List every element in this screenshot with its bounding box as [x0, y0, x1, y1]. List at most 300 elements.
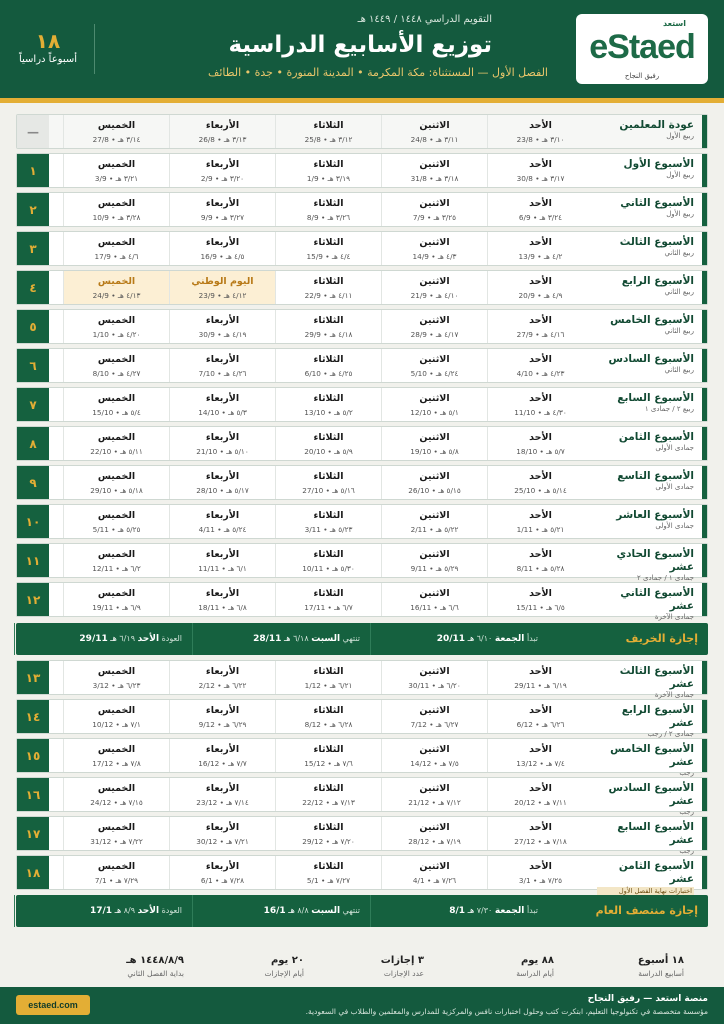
day-name: اليوم الوطني — [191, 276, 254, 287]
date-separator: هـ • — [535, 408, 553, 417]
gregorian-date: 18/11 — [198, 603, 220, 612]
day-cell — [63, 388, 169, 421]
day-cell — [487, 661, 593, 694]
day-name: الاثنين — [419, 666, 450, 677]
day-name: الثلاثاء — [313, 393, 344, 404]
day-name: الأربعاء — [205, 744, 240, 755]
day-date — [276, 329, 381, 340]
day-name: الأربعاء — [205, 393, 240, 404]
week-month: جمادى ٢ / رجب — [647, 730, 694, 738]
gregorian-date: 31/12 — [90, 837, 112, 846]
gregorian-date: 30/11 — [408, 681, 430, 690]
day-name: الخميس — [97, 276, 136, 287]
hijri-date: ٦/٢٧ — [444, 720, 459, 729]
day-name: الخميس — [97, 588, 136, 599]
date-separator: هـ • — [214, 525, 233, 534]
gregorian-date: 24/9 — [92, 291, 109, 300]
day-cell — [381, 700, 487, 733]
date-separator: هـ • — [219, 603, 237, 612]
gregorian-date: 2/12 — [198, 681, 215, 690]
gregorian-date: 5/1 — [306, 876, 319, 885]
gregorian-date: 7/9 — [412, 213, 425, 222]
week-note: اختبارات نهاية الفصل الأول — [597, 887, 694, 896]
day-cell — [275, 856, 381, 889]
summary-value: ٣ إجازات — [380, 955, 424, 966]
week-row — [16, 231, 708, 266]
day-name: الخميس — [97, 705, 136, 716]
logo-tagline: رفيق النجاح — [624, 72, 660, 80]
weeks-count-label: أسبوعاً دراسياً — [18, 54, 78, 65]
week-number: ٦ — [17, 349, 49, 382]
day-date — [488, 407, 593, 418]
hijri-date: ٤/٤ — [340, 252, 351, 261]
hijri-date: ٦/٩ — [130, 603, 141, 612]
day-cell — [275, 739, 381, 772]
day-date — [170, 485, 275, 496]
break-start-gregorian: 20/11 — [436, 634, 466, 644]
gregorian-date: 10/9 — [92, 213, 109, 222]
week-name: الأسبوع الحادي عشر — [616, 548, 694, 573]
break-start-hijri: ٧/٣٠ — [476, 906, 493, 915]
day-name: الأحد — [529, 666, 552, 677]
day-name: الخميس — [97, 354, 136, 365]
hijri-date: ٦/٢٦ — [550, 720, 565, 729]
date-separator: هـ • — [429, 798, 447, 807]
hijri-date: ٦/٥ — [554, 603, 565, 612]
week-row — [16, 816, 708, 855]
date-separator: هـ • — [426, 525, 445, 534]
date-separator: هـ • — [212, 174, 230, 183]
hijri-date: ٣/٢٥ — [441, 213, 457, 222]
gregorian-date: 5/10 — [410, 369, 427, 378]
day-date — [382, 680, 487, 691]
day-name: الثلاثاء — [313, 432, 344, 443]
day-cell — [63, 154, 169, 187]
hijri-date: ٤/٣ — [446, 252, 457, 261]
day-name: الثلاثاء — [313, 315, 344, 326]
day-cell — [381, 388, 487, 421]
hijri-date: ٥/٣ — [236, 408, 247, 417]
header — [0, 0, 724, 98]
day-cell — [169, 232, 275, 265]
day-date — [488, 485, 593, 496]
day-name: الأربعاء — [205, 159, 240, 170]
day-cell — [63, 193, 169, 226]
day-date — [64, 251, 169, 262]
summary-value: ٢٠ يوم — [270, 955, 304, 966]
date-separator: هـ • — [426, 369, 445, 378]
day-name: الأربعاء — [205, 354, 240, 365]
gregorian-date: 30/8 — [516, 174, 533, 183]
date-separator: هـ • — [424, 876, 442, 885]
day-name: الأحد — [529, 393, 552, 404]
hijri-date: ٦/٧ — [342, 603, 353, 612]
day-cell — [381, 466, 487, 499]
day-date — [488, 368, 593, 379]
day-name: الثلاثاء — [313, 159, 344, 170]
day-date — [382, 836, 487, 847]
hijri-date: ٥/٢٣ — [338, 525, 353, 534]
week-month: جمادى الآخرة — [654, 613, 694, 621]
gregorian-date: 8/9 — [306, 213, 319, 222]
day-cell — [63, 856, 169, 889]
day-date — [382, 134, 487, 145]
day-date — [170, 446, 275, 457]
gregorian-date: 30/9 — [198, 330, 215, 339]
day-date — [170, 290, 275, 301]
day-cell — [63, 466, 169, 499]
day-name: الثلاثاء — [313, 237, 344, 248]
day-name: الأحد — [529, 783, 552, 794]
day-name: الخميس — [97, 198, 136, 209]
date-separator: هـ • — [530, 876, 548, 885]
day-name: الاثنين — [419, 588, 450, 599]
gregorian-date: 17/9 — [94, 252, 111, 261]
date-separator: هـ • — [214, 330, 233, 339]
week-month: جمادى الأولى — [655, 483, 694, 491]
day-name: الخميس — [97, 510, 136, 521]
day-name: الثلاثاء — [313, 120, 344, 131]
date-separator: هـ • — [320, 525, 339, 534]
day-name: الأربعاء — [205, 588, 240, 599]
break-return-hijri: ٨/٩ — [123, 906, 136, 915]
date-separator: هـ • — [323, 837, 341, 846]
day-date — [488, 251, 593, 262]
gregorian-date: 12/11 — [92, 564, 114, 573]
hijri-date: ٥/٢٥ — [126, 525, 141, 534]
day-name: الأحد — [529, 120, 552, 131]
logo[interactable] — [576, 14, 708, 84]
week-number: ١ — [17, 154, 49, 187]
day-date — [64, 563, 169, 574]
day-name: الأربعاء — [205, 861, 240, 872]
day-date — [276, 836, 381, 847]
day-name: الاثنين — [419, 744, 450, 755]
day-date — [382, 875, 487, 886]
hijri-date: ٥/٤ — [130, 408, 141, 417]
day-name: الخميس — [97, 744, 136, 755]
day-date — [382, 446, 487, 457]
day-cell — [381, 505, 487, 538]
day-cell — [275, 544, 381, 577]
gregorian-date: 18/10 — [516, 447, 538, 456]
break-end-gregorian: 28/11 — [253, 634, 282, 644]
day-date — [382, 524, 487, 535]
website-link[interactable]: estaed.com — [16, 995, 90, 1015]
day-cell — [487, 505, 593, 538]
week-name: عودة المعلمين — [619, 119, 694, 131]
break-start-cell — [370, 895, 548, 927]
day-date — [64, 212, 169, 223]
day-name: الأربعاء — [205, 822, 240, 833]
date-separator: هـ • — [532, 564, 551, 573]
day-date — [488, 836, 593, 847]
gregorian-date: 26/8 — [198, 135, 215, 144]
date-separator: هـ • — [113, 720, 131, 729]
day-date — [488, 524, 593, 535]
day-date — [382, 758, 487, 769]
week-label — [593, 271, 707, 304]
date-separator: هـ • — [212, 213, 230, 222]
date-separator: هـ • — [532, 174, 551, 183]
week-label — [593, 115, 707, 148]
hijri-date: ٦/٢٠ — [446, 681, 461, 690]
day-name: الأحد — [529, 588, 552, 599]
day-date — [276, 875, 381, 886]
day-cell — [275, 817, 381, 850]
gregorian-date: 27/9 — [516, 330, 533, 339]
day-cell — [275, 154, 381, 187]
week-name: الأسبوع الخامس — [610, 314, 694, 326]
day-cell — [275, 193, 381, 226]
day-name: الأحد — [529, 354, 552, 365]
week-number: ١٣ — [17, 661, 49, 694]
break-start-hijri: ٦/١٠ — [476, 634, 493, 643]
day-name: الأربعاء — [205, 198, 240, 209]
day-name: الأحد — [529, 432, 552, 443]
day-name: الاثنين — [419, 354, 450, 365]
day-cell — [487, 388, 593, 421]
day-name: الخميس — [97, 471, 136, 482]
gregorian-date: 2/9 — [200, 174, 213, 183]
gregorian-date: 27/8 — [92, 135, 109, 144]
hijri-date: ٧/٥ — [448, 759, 459, 768]
day-cell — [381, 427, 487, 460]
day-cell — [63, 349, 169, 382]
week-label — [593, 817, 707, 855]
gregorian-date: 29/9 — [304, 330, 321, 339]
day-date — [64, 680, 169, 691]
week-row — [16, 504, 708, 539]
hijri-date: ٣/١٠ — [550, 135, 565, 144]
academic-calendar-label: التقويم الدراسي ١٤٤٨ / ١٤٤٩ هـ — [357, 14, 492, 25]
day-cell — [275, 115, 381, 148]
hijri-date: ٧/٢٨ — [229, 876, 245, 885]
hijri-date: ٥/٢٤ — [232, 525, 247, 534]
date-separator: هـ • — [426, 330, 445, 339]
summary-value: ١٤٤٨/٨/٩ هـ — [126, 955, 184, 966]
date-separator: هـ • — [111, 837, 129, 846]
summary-bar — [0, 945, 724, 985]
day-cell — [63, 427, 169, 460]
day-cell — [275, 388, 381, 421]
hijri-date: ٥/١٧ — [234, 486, 249, 495]
week-row — [16, 387, 708, 422]
day-name: الأحد — [529, 861, 552, 872]
day-cell — [487, 154, 593, 187]
holiday-day-cell — [63, 271, 169, 304]
gregorian-date: 4/10 — [516, 369, 533, 378]
day-cell — [63, 505, 169, 538]
gregorian-date: 15/12 — [304, 759, 326, 768]
hijri-date: ٥/٢ — [342, 408, 353, 417]
date-separator: هـ • — [217, 447, 235, 456]
hijri-date: ٤/١٠ — [444, 291, 459, 300]
hijri-date: ٦/٢٩ — [232, 720, 247, 729]
day-cell — [169, 505, 275, 538]
day-cell — [63, 544, 169, 577]
day-name: الثلاثاء — [313, 861, 344, 872]
week-number: ٥ — [17, 310, 49, 343]
day-cell — [169, 388, 275, 421]
day-date — [276, 251, 381, 262]
date-separator: هـ • — [212, 876, 230, 885]
hijri-date: ٥/٢٨ — [550, 564, 565, 573]
date-separator: هـ • — [217, 837, 235, 846]
date-separator: هـ • — [532, 330, 551, 339]
week-label — [593, 583, 707, 621]
day-cell — [169, 856, 275, 889]
day-cell — [487, 778, 593, 811]
page-subtitle: الفصل الأول — المستثناة: مكة المكرمة • المدينة المنورة • جدة • الطائف — [207, 66, 548, 79]
day-cell — [487, 856, 593, 889]
day-date — [170, 212, 275, 223]
week-label — [593, 466, 707, 499]
gregorian-date: 26/10 — [408, 486, 430, 495]
week-label — [593, 778, 707, 816]
gregorian-date: 10/11 — [302, 564, 324, 573]
weeks-count-value: ١٨ — [35, 29, 61, 53]
break-end-hijri: ٦/١٨ — [293, 634, 309, 643]
break-return-gregorian: 29/11 — [79, 634, 108, 644]
day-cell — [169, 310, 275, 343]
week-row — [16, 855, 708, 895]
week-month: ربيع ٢ / جمادى ١ — [644, 405, 694, 413]
date-separator: هـ • — [214, 291, 233, 300]
date-separator: هـ • — [530, 213, 548, 222]
holiday-break-row — [16, 623, 708, 655]
date-separator: هـ • — [219, 564, 237, 573]
date-separator: هـ • — [113, 759, 131, 768]
hijri-date: ٤/١٨ — [338, 330, 353, 339]
date-separator: هـ • — [537, 603, 555, 612]
gregorian-date: 29/12 — [302, 837, 324, 846]
hijri-date: ٧/٦ — [342, 759, 353, 768]
break-return-cell — [14, 623, 192, 655]
day-name: الأحد — [529, 471, 552, 482]
week-name: الأسبوع السادس — [608, 353, 694, 365]
footer — [0, 987, 724, 1024]
week-month: رجب — [679, 769, 694, 777]
gregorian-date: 22/9 — [304, 291, 321, 300]
gregorian-date: 6/1 — [200, 876, 213, 885]
date-separator: هـ • — [535, 681, 553, 690]
hijri-date: ٦/١٩ — [552, 681, 567, 690]
day-name: الأربعاء — [205, 783, 240, 794]
day-cell — [275, 700, 381, 733]
day-name: الخميس — [97, 822, 136, 833]
date-separator: هـ • — [320, 369, 339, 378]
gregorian-date: 24/8 — [410, 135, 427, 144]
day-date — [64, 758, 169, 769]
gregorian-date: 25/8 — [304, 135, 321, 144]
gregorian-date: 22/12 — [302, 798, 324, 807]
hijri-date: ٧/١١ — [552, 798, 567, 807]
gregorian-date: 22/10 — [90, 447, 112, 456]
date-separator: هـ • — [323, 798, 341, 807]
hijri-date: ٤/٢٣ — [550, 369, 565, 378]
summary-stat — [24, 955, 184, 978]
hijri-date: ٤/٢٧ — [126, 369, 141, 378]
day-name: الأحد — [529, 276, 552, 287]
date-separator: هـ • — [106, 876, 124, 885]
day-name: الخميس — [97, 861, 136, 872]
hijri-date: ٥/٩ — [342, 447, 353, 456]
hijri-date: ٧/٢٥ — [547, 876, 563, 885]
break-end-cell — [192, 895, 370, 927]
day-cell — [275, 232, 381, 265]
week-label — [593, 544, 707, 582]
day-date — [64, 719, 169, 730]
day-date — [382, 251, 487, 262]
day-date — [64, 836, 169, 847]
day-name: الخميس — [97, 783, 136, 794]
hijri-date: ٧/١٨ — [552, 837, 567, 846]
gregorian-date: 1/11 — [516, 525, 533, 534]
day-cell — [169, 739, 275, 772]
day-cell — [381, 349, 487, 382]
spacer: هـ — [281, 634, 294, 643]
date-separator: هـ • — [216, 252, 235, 261]
day-name: الاثنين — [419, 861, 450, 872]
week-month: جمادى ١ / جمادى ٢ — [637, 574, 694, 582]
day-cell — [275, 349, 381, 382]
date-separator: هـ • — [214, 681, 233, 690]
hijri-date: ٥/٢١ — [550, 525, 565, 534]
date-separator: هـ • — [320, 291, 339, 300]
date-separator: هـ • — [431, 603, 449, 612]
day-cell — [275, 271, 381, 304]
hijri-date: ٦/٢٣ — [126, 681, 141, 690]
day-cell — [63, 115, 169, 148]
week-month: ربيع الثاني — [664, 288, 694, 296]
day-cell — [63, 817, 169, 850]
date-separator: هـ • — [111, 486, 129, 495]
hijri-date: ٥/٧ — [554, 447, 565, 456]
date-separator: هـ • — [214, 369, 233, 378]
week-number: ٤ — [17, 271, 49, 304]
day-date — [382, 212, 487, 223]
gregorian-date: 6/9 — [518, 213, 531, 222]
break-end-day: السبت — [311, 906, 341, 916]
spacer: هـ — [112, 906, 124, 915]
gregorian-date: 20/9 — [518, 291, 535, 300]
day-name: الثلاثاء — [313, 198, 344, 209]
hijri-date: ٦/٦ — [448, 603, 459, 612]
day-date — [488, 602, 593, 613]
day-cell — [63, 700, 169, 733]
week-month: ربيع الثاني — [664, 366, 694, 374]
gregorian-date: 31/8 — [410, 174, 427, 183]
hijri-date: ٥/١١ — [128, 447, 143, 456]
date-separator: هـ • — [111, 798, 129, 807]
week-label — [593, 193, 707, 226]
day-date — [382, 290, 487, 301]
date-separator: هـ • — [426, 720, 445, 729]
day-date — [170, 719, 275, 730]
gregorian-date: 9/9 — [200, 213, 213, 222]
week-month: جمادى الأولى — [655, 444, 694, 452]
date-separator: هـ • — [318, 876, 336, 885]
date-separator: هـ • — [532, 369, 551, 378]
day-date — [382, 563, 487, 574]
hijri-date: ٤/٦ — [128, 252, 139, 261]
day-date — [170, 251, 275, 262]
date-separator: هـ • — [219, 759, 237, 768]
gregorian-date: 10/12 — [92, 720, 114, 729]
hijri-date: ٧/٢٩ — [123, 876, 139, 885]
date-separator: هـ • — [108, 135, 127, 144]
